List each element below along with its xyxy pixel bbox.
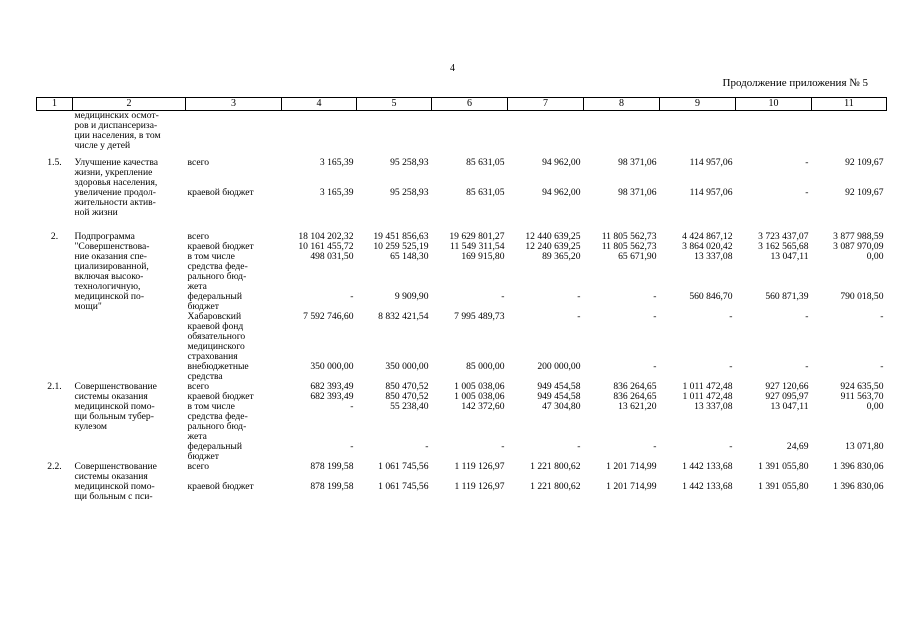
spacer-row [37, 218, 887, 232]
page-number: 4 [450, 63, 455, 74]
amount-cell: 1 201 714,99 [606, 461, 657, 472]
spacer-row [37, 151, 887, 158]
amount-cell: - [350, 401, 354, 412]
amount-cell: 911 563,70 [840, 391, 884, 402]
amount-cell: 12 440 639,25 [525, 231, 581, 242]
amount-cell: 9 909,90 [394, 291, 429, 302]
amount-cell: 65 671,90 [618, 251, 657, 262]
amount-cell: 1 221 800,62 [530, 481, 581, 492]
funding-source: федеральный бюджет [187, 291, 243, 312]
amount-cell: 11 805 562,73 [601, 231, 657, 242]
item-name: Совершенствование системы оказания медицинской помо- щи больным тубер- кулезом [74, 381, 157, 432]
amount-cell: - [577, 291, 581, 302]
amount-cell: - [805, 361, 809, 372]
funding-source: краевой бюджет [187, 241, 254, 252]
amount-cell: 1 396 830,06 [833, 481, 884, 492]
column-header: 2 [73, 98, 186, 111]
amount-cell: 3 723 437,07 [758, 231, 809, 242]
funding-source: всего [187, 461, 210, 472]
column-header: 9 [660, 98, 736, 111]
funding-source: в том числе средства феде- рального бюд- жета [187, 251, 248, 292]
amount-cell: 10 161 455,72 [298, 241, 354, 252]
amount-cell: 3 087 970,09 [833, 241, 884, 252]
amount-cell: 927 095,97 [765, 391, 809, 402]
column-header: 4 [282, 98, 357, 111]
item-number: 2.2. [47, 461, 62, 472]
column-header: 11 [812, 98, 887, 111]
amount-cell: - [501, 441, 505, 452]
amount-cell: 114 957,06 [689, 187, 733, 198]
amount-cell: 85 631,05 [466, 187, 505, 198]
amount-cell: 1 221 800,62 [530, 461, 581, 472]
amount-cell: - [501, 291, 505, 302]
amount-cell: - [653, 441, 657, 452]
amount-cell: 498 031,50 [310, 251, 354, 262]
amount-cell: 8 832 421,54 [378, 311, 429, 322]
amount-cell: 89 365,20 [542, 251, 581, 262]
amount-cell: - [729, 311, 733, 322]
amount-cell: 94 962,00 [542, 187, 581, 198]
funding-source: краевой бюджет [187, 391, 254, 402]
amount-cell: 7 592 746,60 [303, 311, 354, 322]
amount-cell: 55 238,40 [390, 401, 429, 412]
amount-cell: 1 391 055,80 [758, 461, 809, 472]
amount-cell: 790 018,50 [840, 291, 884, 302]
funding-source: всего [187, 231, 210, 242]
amount-cell: 560 846,70 [689, 291, 733, 302]
amount-cell: 85 000,00 [466, 361, 505, 372]
column-number-row [37, 98, 887, 111]
amount-cell: 98 371,06 [618, 157, 657, 168]
amount-cell: 98 371,06 [618, 187, 657, 198]
amount-cell: - [350, 441, 354, 452]
amount-cell: 1 391 055,80 [758, 481, 809, 492]
amount-cell: 95 258,93 [390, 157, 429, 168]
amount-cell: 24,69 [786, 441, 809, 452]
amount-cell: 3 165,39 [319, 157, 354, 168]
funding-source: всего [187, 157, 210, 168]
amount-cell: - [577, 311, 581, 322]
item-name: Совершенствование системы оказания медицинской помо- щи больным с пси- [74, 461, 157, 502]
amount-cell: 350 000,00 [385, 361, 429, 372]
amount-cell: 13 047,11 [770, 251, 809, 262]
amount-cell: - [805, 311, 809, 322]
amount-cell: 1 061 745,56 [378, 461, 429, 472]
column-header: 5 [357, 98, 432, 111]
amount-cell: 18 104 202,32 [298, 231, 354, 242]
amount-cell: 1 442 133,68 [682, 461, 733, 472]
amount-cell: 1 119 126,97 [454, 461, 505, 472]
column-header: 7 [508, 98, 584, 111]
funding-source: внебюджетные средства [187, 361, 249, 382]
amount-cell: 85 631,05 [466, 157, 505, 168]
amount-cell: 3 165,39 [319, 187, 354, 198]
budget-table [36, 97, 887, 502]
amount-cell: 3 877 988,59 [833, 231, 884, 242]
amount-cell: 949 454,58 [537, 391, 581, 402]
amount-cell [508, 111, 584, 152]
funding-source: краевой бюджет [187, 481, 254, 492]
amount-cell: 3 864 020,42 [682, 241, 733, 252]
amount-cell [660, 111, 736, 152]
amount-cell: 11 549 311,54 [450, 241, 505, 252]
item-number: 1.5. [47, 157, 62, 168]
amount-cell: 350 000,00 [310, 361, 354, 372]
amount-cell: 850 470,52 [385, 391, 429, 402]
amount-cell: 13 337,08 [694, 251, 733, 262]
amount-cell: 114 957,06 [689, 157, 733, 168]
amount-cell: 65 148,30 [390, 251, 429, 262]
column-header: 10 [736, 98, 812, 111]
amount-cell: 19 629 801,27 [449, 231, 505, 242]
amount-cell: 13 047,11 [770, 401, 809, 412]
amount-cell: 850 470,52 [385, 381, 429, 392]
amount-cell [584, 111, 660, 152]
item-name: Улучшение качества жизни, укрепление здоровья населения, увеличение продол- жительности актив- ной жизни [74, 157, 159, 218]
amount-cell: 878 199,58 [310, 461, 354, 472]
item-number [37, 111, 73, 152]
amount-cell: - [880, 361, 884, 372]
amount-cell: - [577, 441, 581, 452]
funding-source: Хабаровский краевой фонд обязательного медицинского страхования [187, 311, 246, 362]
amount-cell: 0,00 [866, 401, 884, 412]
amount-cell: - [653, 361, 657, 372]
funding-source [186, 111, 282, 152]
column-header: 8 [584, 98, 660, 111]
amount-cell: 13 621,20 [618, 401, 657, 412]
amount-cell: 13 071,80 [845, 441, 884, 452]
spacer-cell [37, 151, 887, 158]
amount-cell: 949 454,58 [537, 381, 581, 392]
amount-cell: 1 119 126,97 [454, 481, 505, 492]
amount-cell: 560 871,39 [765, 291, 809, 302]
amount-cell: 7 995 489,73 [454, 311, 505, 322]
amount-cell: 13 337,08 [694, 401, 733, 412]
amount-cell: 1 442 133,68 [682, 481, 733, 492]
spacer-cell [37, 218, 887, 232]
amount-cell: 878 199,58 [310, 481, 354, 492]
column-header: 3 [186, 98, 282, 111]
amount-cell: 0,00 [866, 251, 884, 262]
amount-cell: - [880, 311, 884, 322]
amount-cell: 12 240 639,25 [525, 241, 581, 252]
amount-cell: 3 162 565,68 [758, 241, 809, 252]
amount-cell [282, 111, 357, 152]
amount-cell: 1 396 830,06 [833, 461, 884, 472]
amount-cell: 142 372,60 [461, 401, 505, 412]
amount-cell: 1 011 472,48 [682, 381, 733, 392]
amount-cell: 95 258,93 [390, 187, 429, 198]
amount-cell: 4 424 867,12 [682, 231, 733, 242]
amount-cell [812, 111, 887, 152]
amount-cell: 924 635,50 [840, 381, 884, 392]
amount-cell: - [350, 291, 354, 302]
amount-cell: - [425, 441, 429, 452]
funding-source: в том числе средства феде- рального бюд- жета [187, 401, 248, 442]
amount-cell: - [653, 311, 657, 322]
table-row [37, 158, 887, 188]
item-name: медицинских осмот- ров и диспансериза- ции населения, в том числе у детей [74, 110, 161, 151]
amount-cell: 682 393,49 [310, 381, 354, 392]
amount-cell: - [729, 361, 733, 372]
amount-cell: 836 264,65 [613, 381, 657, 392]
amount-cell: 927 120,66 [765, 381, 809, 392]
funding-source: всего [187, 381, 210, 392]
appendix-continuation-label: Продолжение приложения № 5 [722, 77, 868, 89]
amount-cell: 1 011 472,48 [682, 391, 733, 402]
amount-cell: 1 005 038,06 [454, 391, 505, 402]
amount-cell: 169 915,80 [461, 251, 505, 262]
amount-cell: 19 451 856,63 [373, 231, 429, 242]
amount-cell [432, 111, 508, 152]
amount-cell: 1 005 038,06 [454, 381, 505, 392]
amount-cell: - [653, 291, 657, 302]
item-number: 2.1. [47, 381, 62, 392]
amount-cell: 11 805 562,73 [601, 241, 657, 252]
amount-cell: 1 201 714,99 [606, 481, 657, 492]
amount-cell: 200 000,00 [537, 361, 581, 372]
amount-cell: 47 304,80 [542, 401, 581, 412]
funding-source: краевой бюджет [187, 187, 254, 198]
amount-cell: 1 061 745,56 [378, 481, 429, 492]
table-row [37, 462, 887, 482]
table-row [37, 111, 887, 152]
amount-cell: 10 259 525,19 [373, 241, 429, 252]
amount-cell: 836 264,65 [613, 391, 657, 402]
amount-cell: 92 109,67 [845, 187, 884, 198]
column-header: 1 [37, 98, 73, 111]
amount-cell [357, 111, 432, 152]
item-number: 2. [50, 231, 59, 242]
item-name: Подпрограмма "Совершенствова- ние оказания спе- циализированной, включая высоко- технологичную, медицинской по- мощи" [74, 231, 150, 312]
funding-source: федеральный бюджет [187, 441, 243, 462]
amount-cell: 682 393,49 [310, 391, 354, 402]
amount-cell: - [805, 157, 809, 168]
amount-cell: - [729, 441, 733, 452]
amount-cell: - [805, 187, 809, 198]
amount-cell: 92 109,67 [845, 157, 884, 168]
amount-cell: 94 962,00 [542, 157, 581, 168]
amount-cell [736, 111, 812, 152]
column-header: 6 [432, 98, 508, 111]
